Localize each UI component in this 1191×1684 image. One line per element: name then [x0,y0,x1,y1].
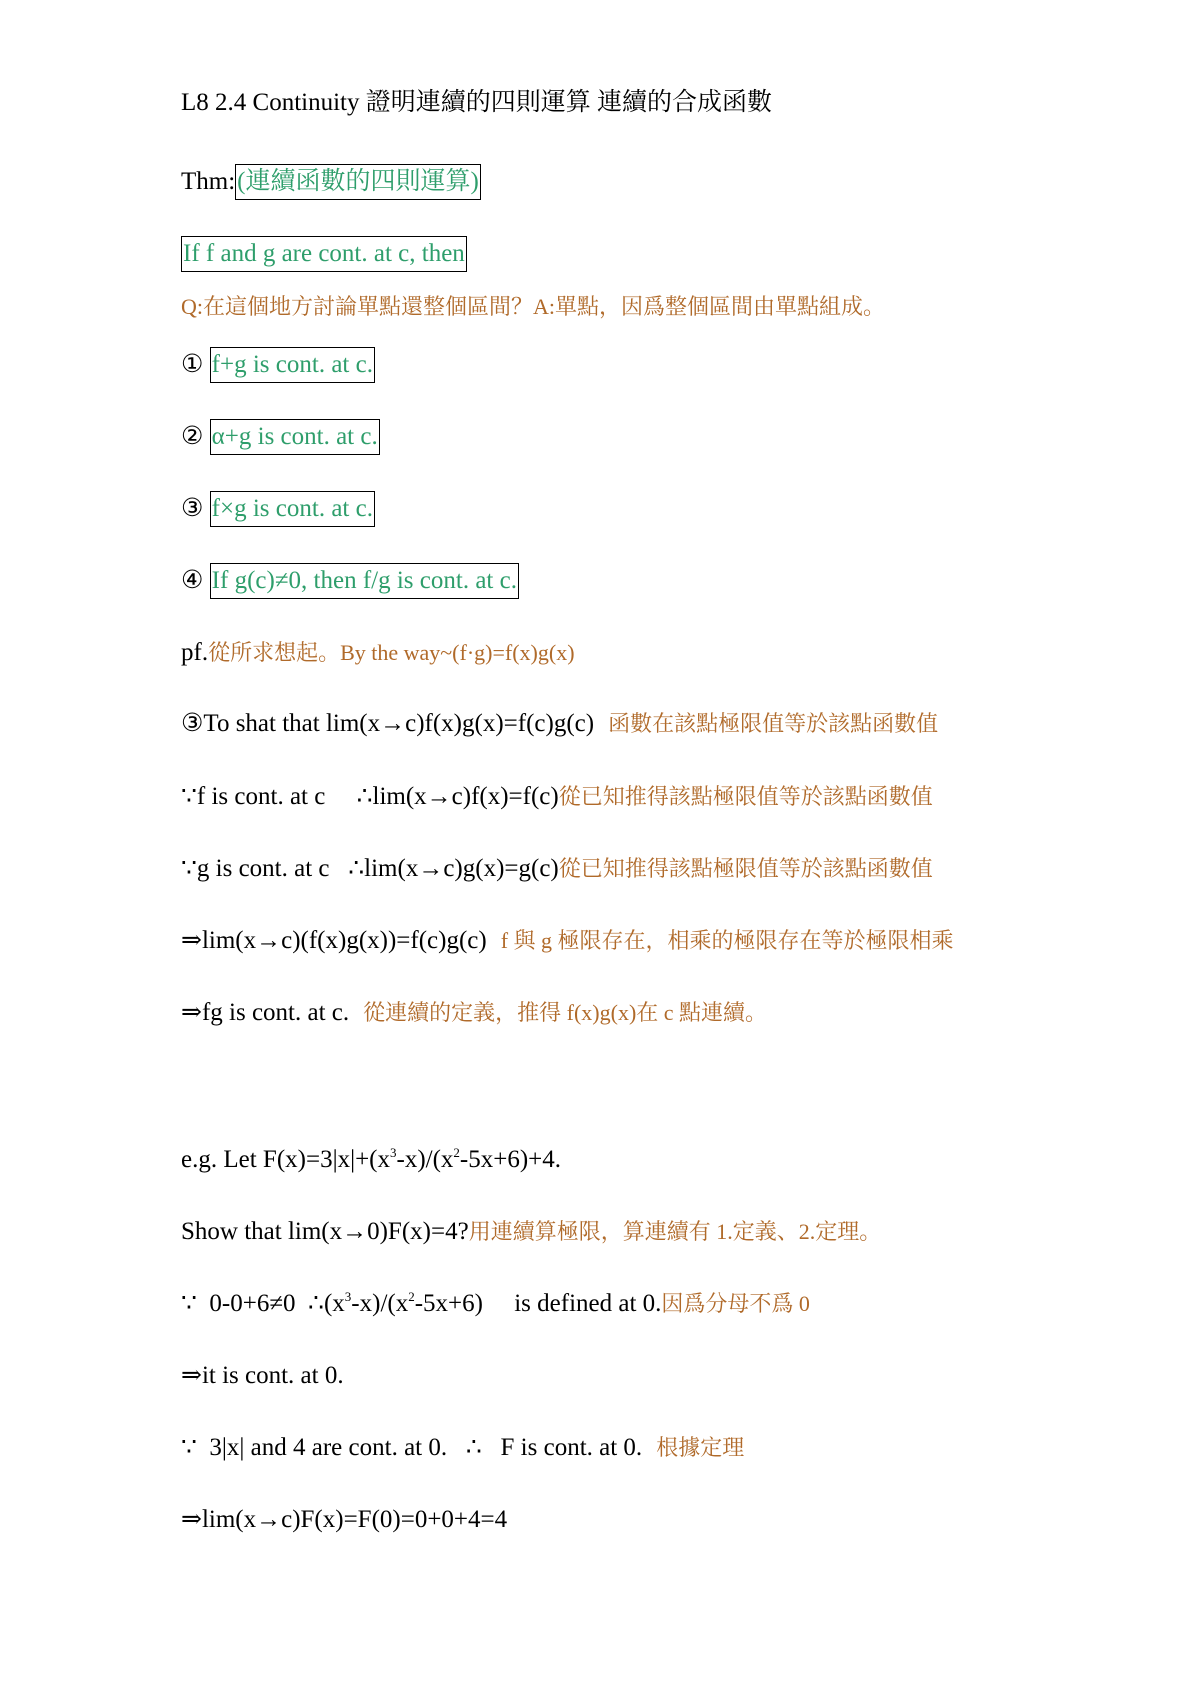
example-because-1 [181,1287,810,1321]
item-4 [181,563,519,599]
page-title: L8 2.4 Continuity 證明連續的四則運算 連續的合成函數 [181,89,772,116]
proof-line-3 [181,852,933,886]
proof-note: 從已知推得該點極限值等於該點函數值 [558,856,933,881]
if-clause-line [181,236,467,272]
item-marker: ① [181,351,204,378]
because2-main: ∵ 3|x| and 4 are cont. at 0. ∴ F is cont. at 0. [181,1434,643,1461]
example-conclusion: ⇒lim(x→c)F(x)=F(0)=0+0+4=4 [181,1506,508,1533]
example-it-cont: ⇒it is cont. at 0. [181,1362,344,1389]
proof-intro [181,636,575,670]
item-box: f+g is cont. at c. [210,347,375,383]
example-text: -x)/(x [351,1290,409,1317]
proof-line-1 [181,707,938,741]
pf-label: pf. [181,639,209,666]
example-because-2 [181,1431,744,1465]
exponent: 3 [344,1289,352,1304]
show-main: Show that lim(x→0)F(x)=4? [181,1218,469,1245]
proof-main: ∵g is cont. at c ∴lim(x→c)g(x)=g(c) [181,855,559,882]
item-box: α+g is cont. at c. [210,419,380,455]
theorem-line [181,164,481,200]
exponent: 3 [390,1145,397,1160]
item-marker: ④ [181,567,204,594]
example-text: -x)/(x [396,1146,454,1173]
item-2 [181,419,380,455]
if-clause-box: If f and g are cont. at c, then [181,236,467,272]
proof-line-2 [181,780,933,814]
proof-main: ⇒fg is cont. at c. [181,999,350,1026]
exponent: 2 [453,1145,460,1160]
item-marker: ③ [181,495,204,522]
proof-note: 函數在該點極限值等於該點函數值 [608,711,939,736]
because2-note: 根據定理 [656,1435,745,1460]
example-show [181,1215,881,1249]
proof-note: 從已知推得該點極限值等於該點函數值 [558,784,933,809]
proof-line-5 [181,996,767,1030]
example-definition [181,1143,561,1177]
proof-main: ⇒lim(x→c)(f(x)g(x))=f(c)g(c) [181,927,487,954]
proof-note: f 與 g 極限存在，相乘的極限存在等於極限相乘 [500,928,954,953]
exponent: 2 [408,1289,415,1304]
item-box: If g(c)≠0, then f/g is cont. at c. [210,563,519,599]
item-box: f×g is cont. at c. [210,491,375,527]
proof-main: ③To shat that lim(x→c)f(x)g(x)=f(c)g(c) [181,710,595,737]
pf-note: 從所求想起。By the way~(f·g)=f(x)g(x) [208,640,575,665]
item-3 [181,491,375,527]
theorem-label: Thm: [181,168,236,195]
proof-note: 從連續的定義，推得 f(x)g(x)在 c 點連續。 [363,1000,768,1025]
example-text: e.g. Let F(x)=3|x|+(x [181,1146,390,1173]
example-text: ∵ 0-0+6≠0 ∴(x [181,1290,345,1317]
because1-note: 因爲分母不爲 0 [661,1291,810,1316]
example-text: -5x+6)+4. [459,1146,562,1173]
show-note: 用連續算極限，算連續有 1.定義、2.定理。 [468,1219,882,1244]
example-text: -5x+6) is defined at 0. [414,1290,662,1317]
item-1 [181,347,375,383]
theorem-box: (連續函數的四則運算) [235,164,481,200]
question-answer-note: Q:在這個地方討論單點還整個區間？A:單點，因爲整個區間由單點組成。 [181,294,886,319]
item-marker: ② [181,423,204,450]
proof-main: ∵f is cont. at c ∴lim(x→c)f(x)=f(c) [181,783,559,810]
proof-line-4 [181,924,954,958]
